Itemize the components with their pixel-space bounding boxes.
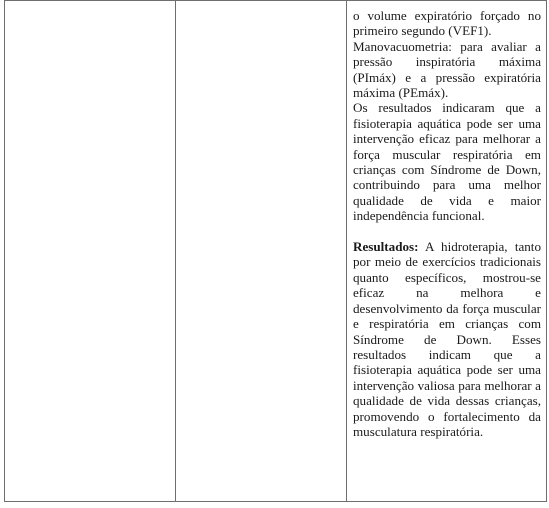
paragraph-vef1: o volume expiratório forçado no primeiro segundo (VEF1). <box>353 8 541 39</box>
paragraph-spacer <box>353 224 541 239</box>
paragraph-resultados <box>353 239 541 439</box>
table-cell-empty-2 <box>176 1 347 502</box>
paragraph-results-indicated: Os resultados indicaram que a fisioterapia aquática pode ser uma intervenção eficaz para melhorar a força muscular respiratória em crianças com Síndrome de Down, contribuindo para uma melhor qualidade de vida e maior independência funcional. <box>353 100 541 224</box>
paragraph-manovacuometria: Manovacuometria: para avaliar a pressão inspiratória máxima (PImáx) e a pressão expiratória máxima (PEmáx). <box>353 38 541 101</box>
results-text: A hidroterapia, tanto por meio de exercícios tradicionais quanto específicos, mostrou-se eficaz na melhora e desenvolvimento da força muscular e respiratória em crianças com Síndrome de Down. Esses resultados indicam que a fisioterapia aquática pode ser uma intervenção valiosa para melhorar a qualidade de vida dessas crianças, promovendo o fortalecimento da musculatura respiratória. <box>353 239 541 439</box>
table-cell-empty-1 <box>5 1 176 502</box>
table-cell-content <box>347 1 547 502</box>
results-label: Resultados: <box>353 239 419 255</box>
table-row <box>5 1 547 502</box>
document-table <box>4 0 547 502</box>
cell-text-block <box>347 1 546 439</box>
